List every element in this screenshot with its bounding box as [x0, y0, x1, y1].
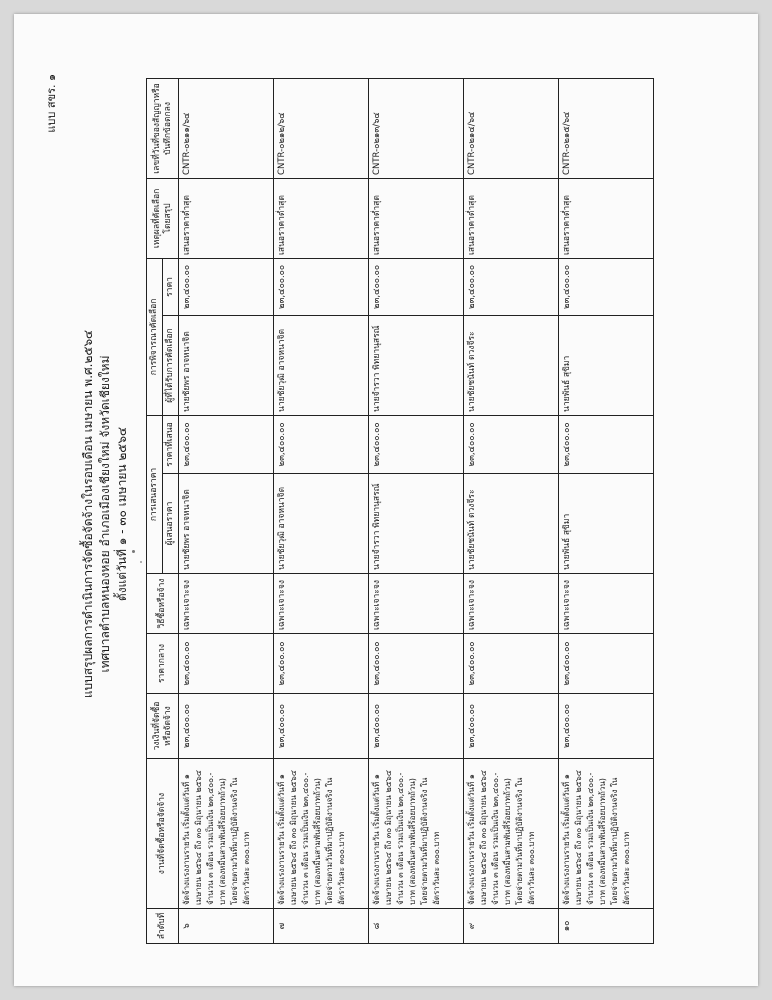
cell-price: ๒๓,๔๐๐.๐๐ — [559, 258, 654, 315]
cell-desc: จัดจ้างแรงงานรายวัน เริ่มตั้งแต่วันที่ ๑ เมษายน ๒๕๖๔ ถึง ๓๐ มิถุนายน ๒๕๖๔ จำนวน ๓ เดือน รวมเป็นเงิน ๒๓,๔๐๐.- บาท (สองหมื่นสามพันสี่ร้อยบาทถ้วน) โดยจ่ายตามวันที่มาปฏิบัติงานจริง ใน อัตราวันละ ๓๐๐.บาท — [179, 759, 274, 909]
cell-method: เฉพาะเจาะจง — [464, 574, 559, 634]
cell-median: ๒๓,๔๐๐.๐๐ — [179, 634, 274, 694]
cell-budget: ๒๓,๔๐๐.๐๐ — [274, 694, 369, 759]
cell-contract: CNTR-๐๒๑๒/๖๔ — [274, 78, 369, 178]
header-price: ราคา — [163, 258, 179, 315]
cell-price: ๒๓,๔๐๐.๐๐ — [369, 258, 464, 315]
cell-contract: CNTR-๐๒๑๕/๖๔ — [559, 78, 654, 178]
cell-reason: เสนอราคาต่ำสุด — [464, 178, 559, 258]
cell-budget: ๒๓,๔๐๐.๐๐ — [559, 694, 654, 759]
cell-method: เฉพาะเจาะจง — [369, 574, 464, 634]
cell-price: ๒๓,๔๐๐.๐๐ — [274, 258, 369, 315]
cell-budget: ๒๓,๔๐๐.๐๐ — [179, 694, 274, 759]
cell-median: ๒๓,๔๐๐.๐๐ — [559, 634, 654, 694]
header-no: ลำดับที่ — [147, 909, 179, 944]
title-line-3: ตั้งแต่วันที่ ๑ - ๓๐ เมษายน ๒๕๖๔ — [115, 426, 129, 602]
cell-no: ๖ — [179, 909, 274, 944]
cell-contract: CNTR-๐๒๑๔/๖๔ — [464, 78, 559, 178]
header-contract: เลขที่วันที่ของสัญญาหรือบันทึกข้อตกลง — [147, 78, 179, 178]
cell-median: ๒๓,๔๐๐.๐๐ — [464, 634, 559, 694]
table-row — [179, 78, 274, 943]
table-row — [369, 78, 464, 943]
cell-desc: จัดจ้างแรงงานรายวัน เริ่มตั้งแต่วันที่ ๑ เมษายน ๒๕๖๔ ถึง ๓๐ มิถุนายน ๒๕๖๔ จำนวน ๓ เดือน รวมเป็นเงิน ๒๓,๔๐๐.- บาท (สองหมื่นสามพันสี่ร้อยบาทถ้วน) โดยจ่ายตามวันที่มาปฏิบัติงานจริง ใน อัตราวันละ ๓๐๐.บาท — [464, 759, 559, 909]
cell-selected: นายพันธ์ สุขิมา — [559, 315, 654, 415]
header-median: ราคากลาง — [147, 634, 179, 694]
cell-offerer: นายชัยพร อาจหนาจิต — [179, 474, 274, 574]
cell-method: เฉพาะเจาะจง — [559, 574, 654, 634]
cell-offerer: นายชัยชนันท์ ดวงจีระ — [464, 474, 559, 574]
cell-median: ๒๓,๔๐๐.๐๐ — [369, 634, 464, 694]
title-line-1: แบบสรุปผลการดำเนินการจัดซื้อจัดจ้างในรอบเดือน เมษายน พ.ศ.๒๕๖๔ — [81, 329, 95, 699]
header-offerer: ผู้เสนอราคา — [163, 474, 179, 574]
cell-price: ๒๓,๔๐๐.๐๐ — [179, 258, 274, 315]
cell-selected: นายชัยวุฒิ อาจหนาจิต — [274, 315, 369, 415]
header-offer-price: ราคาที่เสนอ — [163, 415, 179, 473]
cell-method: เฉพาะเจาะจง — [179, 574, 274, 634]
procurement-table — [146, 78, 654, 944]
cell-reason: เสนอราคาต่ำสุด — [559, 178, 654, 258]
header-reason: เหตุผลที่คัดเลือกโดยสรุป — [147, 178, 179, 258]
header-work: งานที่จัดซื้อหรือจัดจ้าง — [147, 759, 179, 909]
cell-selected: นายชัยพร อาจหนาจิต — [179, 315, 274, 415]
cell-reason: เสนอราคาต่ำสุด — [179, 178, 274, 258]
cell-price: ๒๓,๔๐๐.๐๐ — [464, 258, 559, 315]
cell-no: ๙ — [464, 909, 559, 944]
cell-contract: CNTR-๐๒๑๑/๖๔ — [179, 78, 274, 178]
table-row — [559, 78, 654, 943]
cell-offerer: นายพันธ์ สุขิมา — [559, 474, 654, 574]
cell-offer-price: ๒๓,๔๐๐.๐๐ — [369, 415, 464, 473]
cell-offer-price: ๒๓,๔๐๐.๐๐ — [559, 415, 654, 473]
header-selection: การพิจารณาคัดเลือก — [147, 258, 163, 415]
document-title — [80, 64, 131, 964]
form-code: แบบ สขร. ๑ — [45, 74, 58, 133]
cell-no: ๑๐ — [559, 909, 654, 944]
cell-contract: CNTR-๐๒๑๓/๖๔ — [369, 78, 464, 178]
header-selected: ผู้ที่ได้รับการคัดเลือก — [163, 315, 179, 415]
cell-budget: ๒๓,๔๐๐.๐๐ — [464, 694, 559, 759]
cell-selected: นายจำรวา พิทยานุสรณ์ — [369, 315, 464, 415]
header-budget: วงเงินที่จัดซื้อหรือจัดจ้าง — [147, 694, 179, 759]
cell-offer-price: ๒๓,๔๐๐.๐๐ — [274, 415, 369, 473]
cell-budget: ๒๓,๔๐๐.๐๐ — [369, 694, 464, 759]
cell-reason: เสนอราคาต่ำสุด — [369, 178, 464, 258]
header-method: วิธีซื้อหรือจ้าง — [147, 574, 179, 634]
cell-no: ๗ — [274, 909, 369, 944]
cell-offerer: นายจำรวา พิทยานุสรณ์ — [369, 474, 464, 574]
cell-no: ๘ — [369, 909, 464, 944]
header-offers: การเสนอราคา — [147, 415, 163, 573]
cell-desc: จัดจ้างแรงงานรายวัน เริ่มตั้งแต่วันที่ ๑ เมษายน ๒๕๖๔ ถึง ๓๐ มิถุนายน ๒๕๖๔ จำนวน ๓ เดือน รวมเป็นเงิน ๒๓,๔๐๐.- บาท (สองหมื่นสามพันสี่ร้อยบาทถ้วน) โดยจ่ายตามวันที่มาปฏิบัติงานจริง ใน อัตราวันละ ๓๐๐.บาท — [369, 759, 464, 909]
table-row — [464, 78, 559, 943]
cell-offerer: นายชัยวุฒิ อาจหนาจิต — [274, 474, 369, 574]
cell-offer-price: ๒๓,๔๐๐.๐๐ — [464, 415, 559, 473]
title-line-2: เทศบาลตำบลหนองหอย อำเภอเมืองเชียงใหม่ จังหวัดเชียงใหม่ — [98, 355, 112, 673]
rotated-document — [45, 64, 750, 964]
cell-median: ๒๓,๔๐๐.๐๐ — [274, 634, 369, 694]
cell-desc: จัดจ้างแรงงานรายวัน เริ่มตั้งแต่วันที่ ๑ เมษายน ๒๕๖๔ ถึง ๓๐ มิถุนายน ๒๕๖๔ จำนวน ๓ เดือน รวมเป็นเงิน ๒๓,๔๐๐.- บาท (สองหมื่นสามพันสี่ร้อยบาทถ้วน) โดยจ่ายตามวันที่มาปฏิบัติงานจริง ใน อัตราวันละ ๓๐๐.บาท — [559, 759, 654, 909]
cell-offer-price: ๒๓,๔๐๐.๐๐ — [179, 415, 274, 473]
cell-reason: เสนอราคาต่ำสุด — [274, 178, 369, 258]
cell-desc: จัดจ้างแรงงานรายวัน เริ่มตั้งแต่วันที่ ๑ เมษายน ๒๕๖๔ ถึง ๓๐ มิถุนายน ๒๕๖๔ จำนวน ๓ เดือน รวมเป็นเงิน ๒๓,๔๐๐.- บาท (สองหมื่นสามพันสี่ร้อยบาทถ้วน) โดยจ่ายตามวันที่มาปฏิบัติงานจริง ใน อัตราวันละ ๓๐๐.บาท — [274, 759, 369, 909]
cell-selected: นายชัยชนันท์ ดวงจีระ — [464, 315, 559, 415]
table-row — [274, 78, 369, 943]
scanned-page — [14, 14, 758, 986]
cell-method: เฉพาะเจาะจง — [274, 574, 369, 634]
